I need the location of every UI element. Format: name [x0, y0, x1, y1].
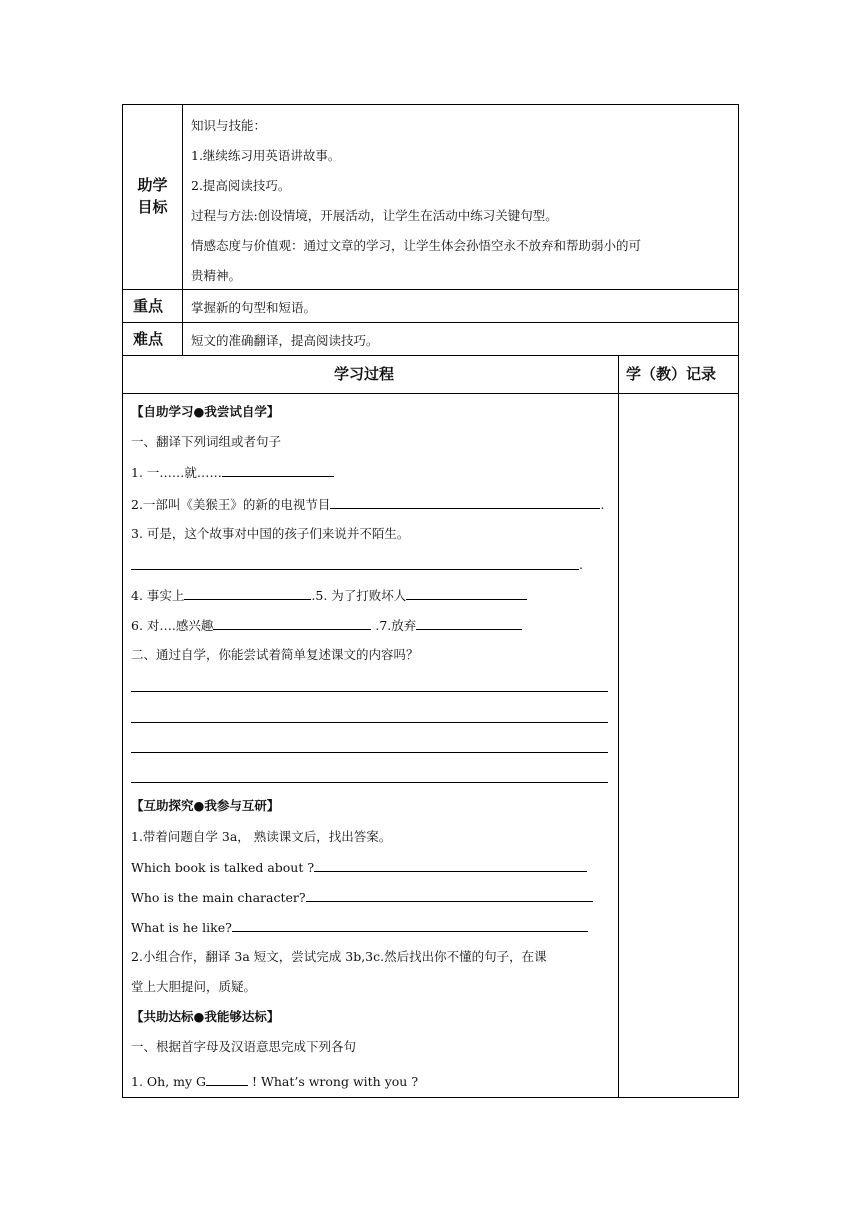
- q1-blank[interactable]: [222, 464, 334, 477]
- s1-text-a: 1. Oh, my G: [131, 1074, 207, 1089]
- goals-line-6: 贵精神。: [191, 268, 242, 283]
- table-top-border: [122, 104, 739, 105]
- goals-label-line2: 目标: [137, 198, 168, 216]
- explore-qa2: [131, 889, 593, 906]
- row-divider-goals: [122, 289, 739, 290]
- difficulty-text: 短文的准确翻译，提高阅读技巧。: [191, 333, 379, 348]
- table-bottom-border: [122, 1097, 739, 1098]
- row-divider-header: [122, 393, 739, 394]
- row-divider-difficulty: [122, 355, 739, 356]
- record-header: 学（教）记录: [626, 365, 717, 383]
- q6-text: 6. 对….感兴趣: [131, 618, 214, 633]
- goals-label: [123, 174, 182, 218]
- s1-text-b: ! What’s wrong with you ?: [248, 1074, 419, 1089]
- self-study-title: 【自助学习●我尝试自学】: [131, 404, 280, 419]
- key-point-label: 重点: [132, 297, 163, 315]
- goals-line-1: 知识与技能：: [191, 118, 267, 133]
- self-study-q2: [131, 496, 604, 513]
- row-divider-keypoint: [122, 322, 739, 323]
- explore-qa3: [131, 919, 588, 936]
- label-column-divider: [182, 104, 183, 355]
- q1-text: 1. 一……就……: [131, 465, 222, 480]
- q3-answer-line[interactable]: [131, 569, 579, 570]
- achieve-s1: [131, 1073, 418, 1090]
- achieve-title: 【共助达标●我能够达标】: [131, 1009, 280, 1024]
- q7-text: .7.放弃: [371, 618, 417, 633]
- self-study-q6-q7: [131, 617, 522, 634]
- q5-blank[interactable]: [406, 587, 527, 600]
- explore-qa1: [131, 859, 587, 876]
- q4-text: 4. 事实上: [131, 588, 185, 603]
- record-column-divider: [618, 355, 619, 1098]
- qa1-blank[interactable]: [314, 859, 587, 872]
- table-right-border: [738, 104, 739, 1098]
- goals-line-4: 过程与方法:创设情境，开展活动，让学生在活动中练习关键句型。: [191, 208, 558, 223]
- qa3-blank[interactable]: [232, 919, 588, 932]
- table-left-border: [122, 104, 123, 1098]
- q2-blank[interactable]: [330, 496, 600, 509]
- achieve-part1: 一、根据首字母及汉语意思完成下列各句: [131, 1039, 357, 1054]
- q5-text: .5. 为了打败坏人: [311, 588, 407, 603]
- s1-blank[interactable]: [206, 1073, 248, 1086]
- qa1-text: Which book is talked about ?: [131, 860, 315, 875]
- self-study-q3: 3. 可是，这个故事对中国的孩子们来说并不陌生。: [131, 526, 410, 541]
- retell-line-1[interactable]: [131, 691, 608, 692]
- q2-end: .: [600, 497, 605, 512]
- key-point-text: 掌握新的句型和短语。: [191, 300, 317, 315]
- goals-line-5: 情感态度与价值观：通过文章的学习，让学生体会孙悟空永不放弃和帮助弱小的可: [191, 238, 642, 253]
- difficulty-label: 难点: [132, 330, 163, 348]
- goals-line-2: 1.继续练习用英语讲故事。: [191, 148, 341, 163]
- goals-label-line1: 助学: [137, 176, 168, 194]
- qa2-text: Who is the main character?: [131, 890, 306, 905]
- q2-text: 2.一部叫《美猴王》的新的电视节目: [131, 497, 331, 512]
- q4-blank[interactable]: [184, 587, 311, 600]
- explore-item2-line1: 2.小组合作，翻译 3a 短文，尝试完成 3b,3c.然后找出你不懂的句子，在课: [131, 949, 547, 964]
- qa2-blank[interactable]: [306, 889, 593, 902]
- retell-line-4[interactable]: [131, 782, 608, 783]
- explore-item2-line2: 堂上大胆提问，质疑。: [131, 979, 257, 994]
- explore-item1: 1.带着问题自学 3a， 熟读课文后，找出答案。: [131, 829, 392, 844]
- process-header: 学习过程: [334, 365, 395, 383]
- retell-line-3[interactable]: [131, 752, 608, 753]
- qa3-text: What is he like?: [131, 920, 232, 935]
- explore-title: 【互助探究●我参与互研】: [131, 798, 280, 813]
- q6-blank[interactable]: [213, 617, 371, 630]
- q7-blank[interactable]: [416, 617, 522, 630]
- self-study-q1: [131, 464, 334, 481]
- q3-end: .: [579, 557, 583, 572]
- self-study-q4-q5: [131, 587, 527, 604]
- goals-line-3: 2.提高阅读技巧。: [191, 178, 291, 193]
- self-study-part2: 二、通过自学，你能尝试着简单复述课文的内容吗？: [131, 647, 419, 662]
- self-study-part1: 一、翻译下列词组或者句子: [131, 434, 282, 449]
- retell-line-2[interactable]: [131, 722, 608, 723]
